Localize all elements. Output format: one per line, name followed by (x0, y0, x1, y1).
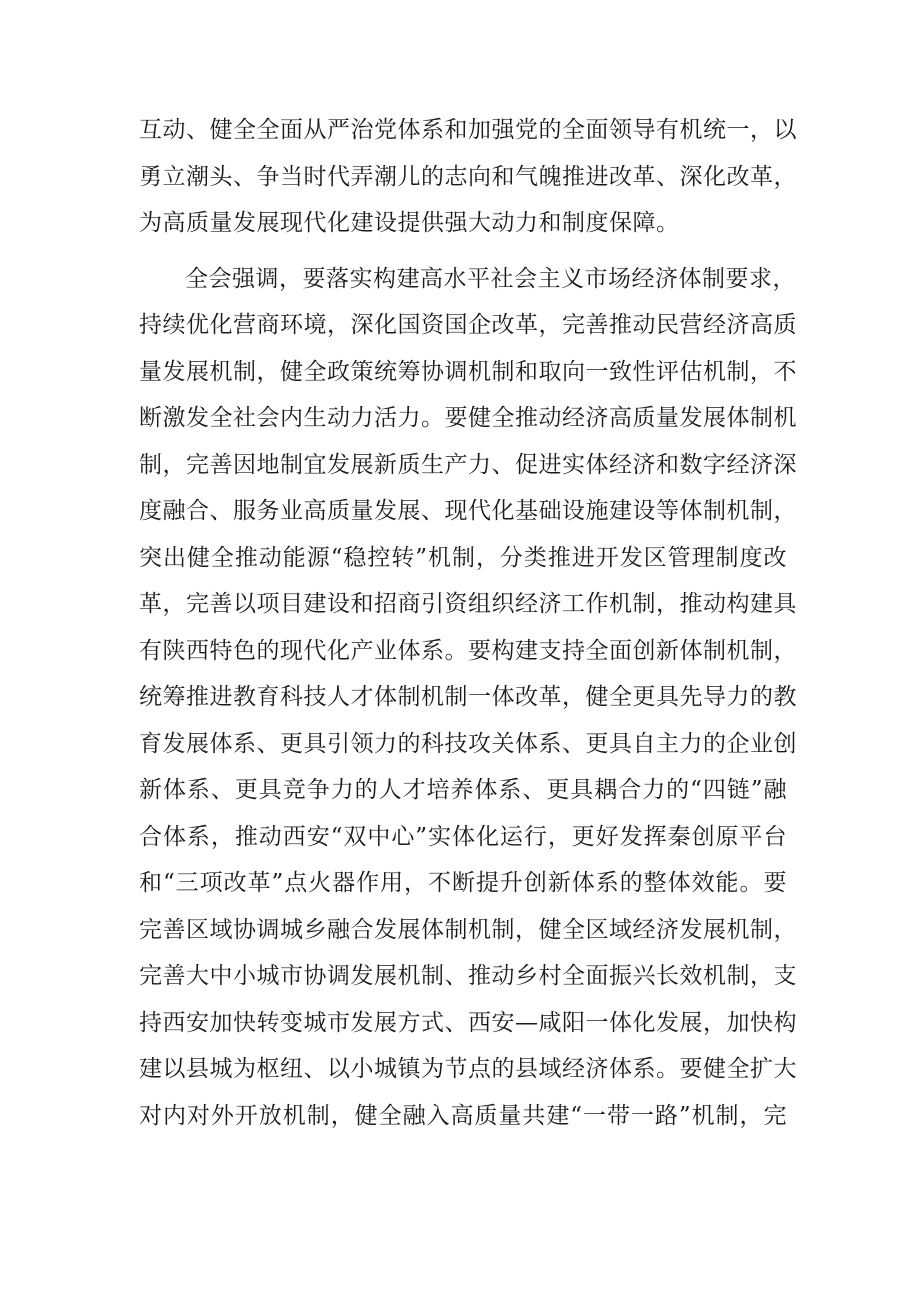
text-line: 持西安加快转变城市发展方式、西安—咸阳一体化发展，加快构 (139, 1009, 797, 1036)
text-line: 建以县城为枢纽、以小城镇为节点的县域经济体系。要健全扩大 (139, 1056, 797, 1082)
text-line: 有陕西特色的现代化产业体系。要构建支持全面创新体制机制， (139, 637, 797, 664)
text-line: 对内对外开放机制，健全融入高质量共建“一带一路”机制，完 (139, 1102, 787, 1129)
text-line: 统筹推进教育科技人才体制机制一体改革，健全更具先导力的教 (139, 684, 797, 710)
text-line: 完善大中小城市协调发展机制、推动乡村全面振兴长效机制，支 (139, 963, 797, 989)
text-line: 革，完善以项目建设和招商引资组织经济工作机制，推动构建具 (139, 591, 797, 617)
text-line: 为高质量发展现代化建设提供强大动力和制度保障。 (139, 210, 680, 236)
paragraph-2 (139, 256, 797, 1140)
text-line: 量发展机制，健全政策统筹协调机制和取向一致性评估机制，不 (139, 358, 797, 385)
paragraph-1 (139, 107, 797, 247)
text-line: 断激发全社会内生动力活力。要健全推动经济高质量发展体制机 (139, 405, 797, 431)
paragraph-gap (139, 247, 787, 256)
text-line: 和“三项改革”点火器作用，不断提升创新体系的整体效能。要 (139, 870, 787, 896)
text-line: 新体系、更具竞争力的人才培养体系、更具耦合力的“四链”融 (139, 777, 787, 803)
text-line: 完善区域协调城乡融合发展体制机制，健全区域经济发展机制， (139, 916, 797, 943)
text-line: 持续优化营商环境，深化国资国企改革，完善推动民营经济高质 (139, 312, 797, 338)
text-line: 互动、健全全面从严治党体系和加强党的全面领导有机统一，以 (139, 117, 797, 143)
text-line: 突出健全推动能源“稳控转”机制，分类推进开发区管理制度改 (139, 544, 787, 571)
text-line: 育发展体系、更具引领力的科技攻关体系、更具自主力的企业创 (139, 730, 797, 757)
text-line: 制，完善因地制宜发展新质生产力、促进实体经济和数字经济深 (139, 451, 797, 478)
document-body (139, 107, 797, 1139)
text-line: 勇立潮头、争当时代弄潮儿的志向和气魄推进改革、深化改革， (139, 163, 797, 190)
text-line: 度融合、服务业高质量发展、现代化基础设施建设等体制机制， (139, 498, 797, 524)
text-line: 合体系，推动西安“双中心”实体化运行，更好发挥秦创原平台 (139, 823, 787, 850)
text-line: 全会强调，要落实构建高水平社会主义市场经济体制要求， (185, 265, 796, 292)
